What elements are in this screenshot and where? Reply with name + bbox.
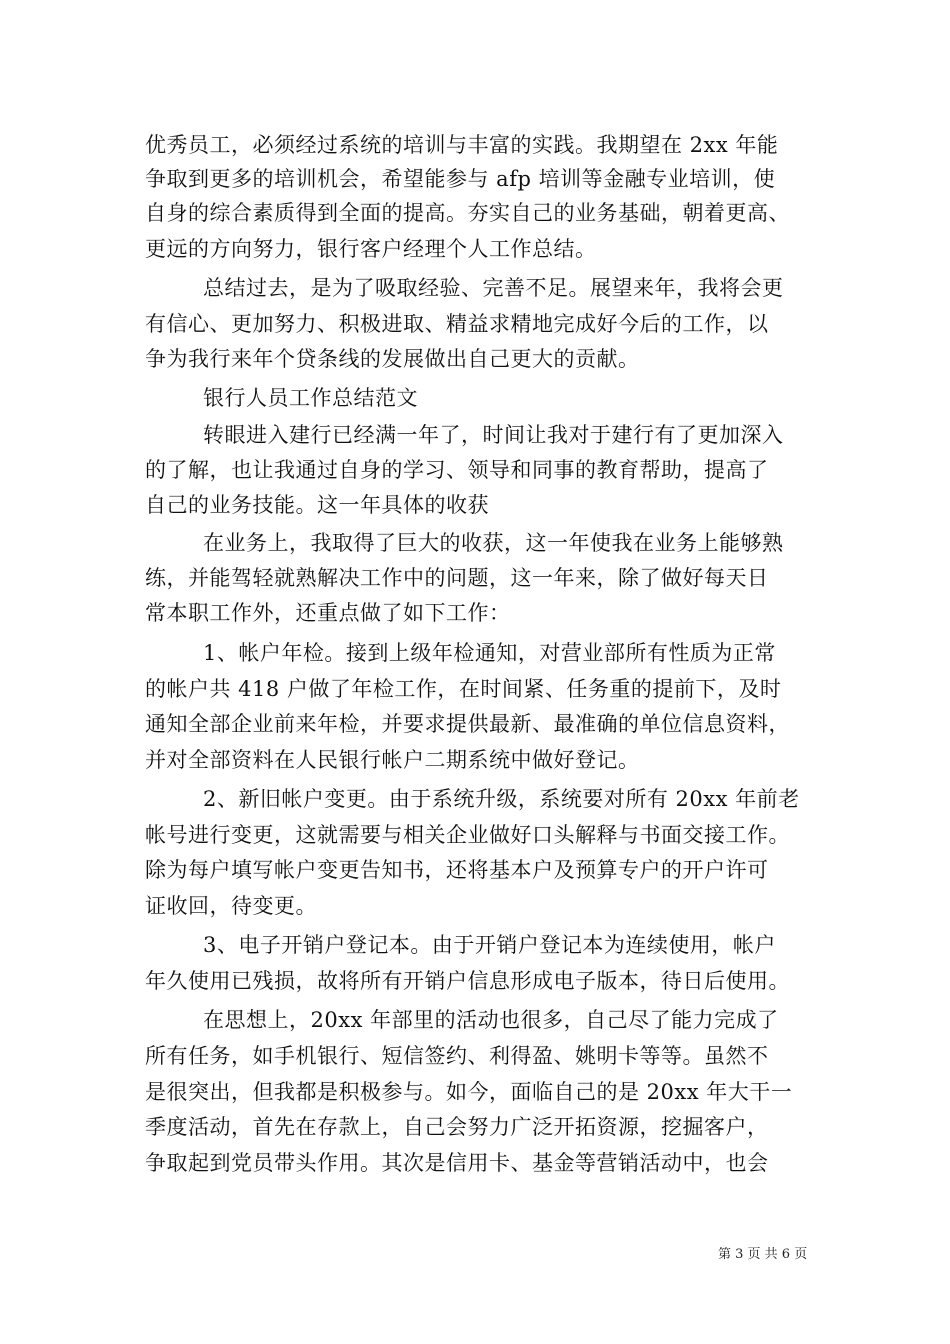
paragraph-first-line: 在业务上，我取得了巨大的收获，这一年使我在业务上能够熟 bbox=[203, 531, 784, 555]
text-line: 并对全部资料在人民银行帐户二期系统中做好登记。 bbox=[145, 748, 640, 772]
list-item-first-line: 2、新旧帐户变更。由于系统升级，系统要对所有 20xx 年前老 bbox=[203, 787, 800, 811]
text-line: 帐号进行变更，这就需要与相关企业做好口头解释与书面交接工作。 bbox=[145, 823, 790, 847]
section-heading: 银行人员工作总结范文 bbox=[203, 386, 418, 410]
text-line: 年久使用已残损，故将所有开销户信息形成电子版本，待日后使用。 bbox=[145, 969, 790, 993]
list-item-first-line: 3、电子开销户登记本。由于开销户登记本为连续使用，帐户 bbox=[203, 933, 776, 957]
page-number: 第 3 页 共 6 页 bbox=[718, 1247, 808, 1262]
text-line: 通知全部企业前来年检，并要求提供最新、最准确的单位信息资料， bbox=[145, 712, 790, 736]
text-line: 自身的综合素质得到全面的提高。夯实自己的业务基础，朝着更高、 bbox=[145, 201, 790, 225]
list-item-first-line: 1、帐户年检。接到上级年检通知，对营业部所有性质为正常 bbox=[203, 641, 776, 665]
text-line: 自己的业务技能。这一年具体的收获 bbox=[145, 493, 489, 517]
paragraph-first-line: 在思想上，20xx 年部里的活动也很多，自己尽了能力完成了 bbox=[203, 1008, 779, 1032]
text-line: 争取到更多的培训机会，希望能参与 afp 培训等金融专业培训，使 bbox=[145, 167, 776, 191]
text-line: 所有任务，如手机银行、短信签约、利得盈、姚明卡等等。虽然不 bbox=[145, 1044, 769, 1068]
text-line: 更远的方向努力，银行客户经理个人工作总结。 bbox=[145, 237, 597, 261]
text-line: 的了解，也让我通过自身的学习、领导和同事的教育帮助，提高了 bbox=[145, 458, 769, 482]
text-line: 练，并能驾轻就熟解决工作中的问题，这一年来，除了做好每天日 bbox=[145, 566, 769, 590]
paragraph-first-line: 转眼进入建行已经满一年了，时间让我对于建行有了更加深入 bbox=[203, 423, 784, 447]
text-line: 优秀员工，必须经过系统的培训与丰富的实践。我期望在 2xx 年能 bbox=[145, 133, 779, 157]
text-line: 季度活动，首先在存款上，自己会努力广泛开拓资源，挖掘客户， bbox=[145, 1115, 769, 1139]
text-line: 是很突出，但我都是积极参与。如今，面临自己的是 20xx 年大干一 bbox=[145, 1080, 793, 1104]
text-line: 有信心、更加努力、积极进取、精益求精地完成好今后的工作，以 bbox=[145, 312, 769, 336]
text-line: 争取起到党员带头作用。其次是信用卡、基金等营销活动中，也会 bbox=[145, 1151, 769, 1175]
text-line: 的帐户共 418 户做了年检工作，在时间紧、任务重的提前下，及时 bbox=[145, 677, 782, 701]
paragraph-first-line: 总结过去，是为了吸取经验、完善不足。展望来年，我将会更 bbox=[203, 276, 784, 300]
text-line: 证收回，待变更。 bbox=[145, 894, 317, 918]
text-line: 常本职工作外，还重点做了如下工作： bbox=[145, 601, 511, 625]
text-line: 除为每户填写帐户变更告知书，还将基本户及预算专户的开户许可 bbox=[145, 858, 769, 882]
text-line: 争为我行来年个贷条线的发展做出自己更大的贡献。 bbox=[145, 347, 640, 371]
